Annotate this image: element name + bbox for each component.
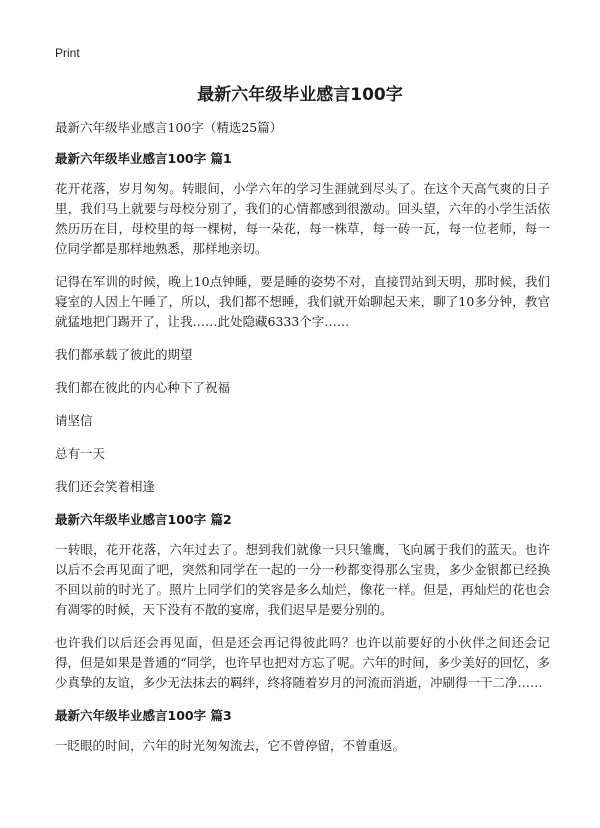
document-subtitle: 最新六年级毕业感言100字（精选25篇） xyxy=(55,120,283,135)
section-1-line-5: 我们还会笑着相逢 xyxy=(55,479,156,494)
section-2-paragraph-1: 一转眼，花开花落，六年过去了。想到我们就像一只只雏鹰，飞向属于我们的蓝天。也许以后不会再见面了吧，突然和同学在一起的一分一秒都变得那么宝贵，多少金银都已经换不回以前的时光了。照片上同学们的笑容是多么灿烂，像花一样。但是，再灿烂的花也会有凋零的时候，天下没有不散的宴席，我们迟早是要分别的。 xyxy=(55,542,550,617)
section-1-line-4: 总有一天 xyxy=(55,446,106,461)
document-title: 最新六年级毕业感言100字 xyxy=(197,85,403,105)
section-2-paragraph-2: 也许我们以后还会再见面，但是还会再记得彼此吗？也许以前要好的小伙伴之间还会记得，但是如果是普通的“同学，也许早也把对方忘了呢。六年的时间，多少美好的回忆，多少真挚的友谊，多少无法抹去的羁绊，终将随着岁月的河流而消逝，冲刷得一干二净…… xyxy=(55,635,550,690)
section-1-paragraph-1: 花开花落，岁月匆匆。转眼间，小学六年的学习生涯就到尽头了。在这个天高气爽的日子里，我们马上就要与母校分别了，我们的心情都感到很激动。回头望，六年的小学生活依然历历在目，母校里的每一棵树，每一朵花，每一株草，每一砖一瓦，每一位老师，每一位同学都是那样地熟悉，那样地亲切。 xyxy=(55,181,550,256)
document-body xyxy=(55,118,550,769)
section-1-line-1: 我们都承载了彼此的期望 xyxy=(55,347,193,362)
section-1-line-3: 请坚信 xyxy=(55,413,93,428)
section-heading-3: 最新六年级毕业感言100字 篇3 xyxy=(55,708,232,723)
print-link[interactable]: Print xyxy=(55,46,80,60)
section-heading-2: 最新六年级毕业感言100字 篇2 xyxy=(55,512,232,527)
section-1-line-2: 我们都在彼此的内心种下了祝福 xyxy=(55,380,231,395)
section-1-paragraph-2: 记得在军训的时候，晚上10点钟睡，要是睡的姿势不对，直接罚站到天明，那时候，我们寝室的人因上午睡了，所以，我们都不想睡，我们就开始聊起天来，聊了10多分钟，教官就猛地把门踢开了，让我……此处隐藏6333个字…… xyxy=(55,274,550,329)
section-3-paragraph-1: 一眨眼的时间，六年的时光匆匆流去，它不曾停留，不曾重返。 xyxy=(55,738,406,753)
section-heading-1: 最新六年级毕业感言100字 篇1 xyxy=(55,151,232,166)
